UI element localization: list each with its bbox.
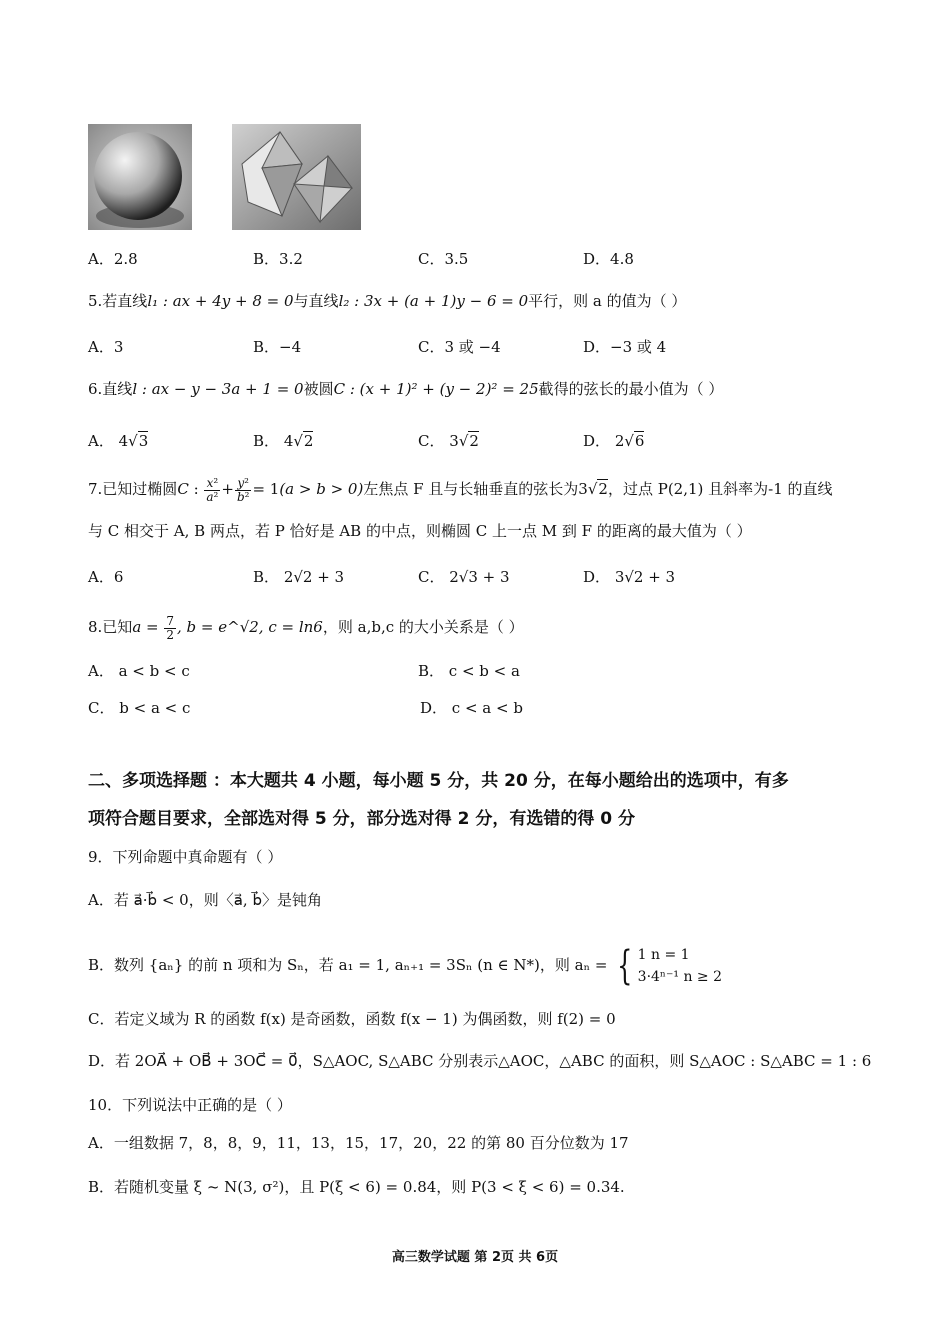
q5-line-l2: l₂ : 3x + (a + 1)y − 6 = 0: [338, 292, 529, 310]
q6-option-c-radicand: 2: [469, 432, 479, 450]
q8-option-d[interactable]: D． c < a < b: [420, 699, 523, 717]
q6-option-a-coef: 4: [118, 432, 129, 450]
q7-text1: 左焦点 F 且与长轴垂直的弦长为: [363, 480, 579, 498]
q9-option-b-case2: 3·4ⁿ⁻¹ n ≥ 2: [637, 969, 722, 985]
q5-option-d[interactable]: D．−3 或 4: [583, 338, 667, 356]
q6-option-a-radicand: 3: [138, 432, 149, 450]
q4-option-c[interactable]: C．3.5: [418, 250, 469, 268]
q8-option-b[interactable]: B． c < b < a: [418, 662, 520, 680]
q4-option-a[interactable]: A．2.8: [88, 250, 138, 268]
q7-option-b-label: B．: [253, 568, 280, 586]
section2-heading-line1: 二、多项选择题 ：本大题共 4 小题，每小题 5 分，共 20 分，在每小题给出的选项中，有多: [88, 771, 789, 791]
q8-option-c[interactable]: C． b < a < c: [88, 699, 191, 717]
q7-option-c-label: C．: [418, 568, 445, 586]
q7-condition: (a > b > 0): [279, 480, 364, 498]
q8-stem: 8.已知a = $\frac{7}{2}$ , b = e^√2, c = ln6，则 a,b,c 的大小关系是（ ）: [88, 613, 524, 642]
q5-option-a[interactable]: A．3: [88, 338, 124, 356]
q10-stem: 10．下列说法中正确的是（ ）: [88, 1096, 292, 1114]
section2-heading-line2: 项符合题目要求，全部选对得 5 分，部分选对得 2 分，有选错的得 0 分: [88, 809, 635, 829]
q7-stem-line1: 7.已知过椭圆C : $\frac{\text{x²}}{\text{a²}}$ + $\frac{\text{y²}}{\text{b²}}$ = 1(a > b > 0)左焦点 F 且与长轴垂直的弦长为3√2，过点 P(2,1) 且斜率为-1 的直线: [88, 475, 833, 504]
q9-option-c[interactable]: C．若定义域为 R 的函数 f(x) 是奇函数，函数 f(x − 1) 为偶函数，则 f(2) = 0: [88, 1010, 616, 1028]
q6-option-d-coef: 2: [614, 432, 625, 450]
q7-frac-y: $\frac{\text{y²}}{\text{b²}}$: [236, 475, 250, 504]
q6-mid: 被圆: [303, 380, 334, 398]
q6-prefix: 6.直线: [88, 380, 133, 398]
q5-option-b[interactable]: B．−4: [253, 338, 302, 356]
q9-option-b-cases: [638, 944, 722, 988]
q6-option-a[interactable]: A． 4√3: [88, 432, 149, 450]
q6-circle-c: C : (x + 1)² + (y − 2)² = 25: [333, 380, 539, 398]
q7-chord-coef: 3: [578, 480, 588, 498]
q5-prefix: 5.若直线: [88, 292, 148, 310]
q9-option-b-brace: {: [617, 943, 633, 989]
q9-option-a[interactable]: A．若 a⃗·b⃗ < 0，则〈a⃗, b⃗〉是钝角: [88, 891, 322, 909]
q7-option-a[interactable]: A．6: [88, 568, 124, 586]
q6-option-b-label: B．: [253, 432, 280, 450]
q10-option-a[interactable]: A．一组数据 7，8，8，9，11，13，15，17，20，22 的第 80 百分位数为 17: [88, 1134, 629, 1152]
q7-option-b[interactable]: [253, 566, 344, 588]
q8-option-a[interactable]: A． a < b < c: [88, 662, 190, 680]
q7-option-d-label: D．: [583, 568, 611, 586]
q6-option-c-label: C．: [418, 432, 445, 450]
q6-option-d[interactable]: D． 2√6: [583, 432, 645, 450]
q6-suffix: 截得的弦长的最小值为（ ）: [538, 380, 724, 398]
q7-option-b-expr: 2√2 + 3: [283, 568, 345, 586]
q7-frac-x: $\frac{\text{x²}}{\text{a²}}$: [206, 475, 219, 504]
q9-stem: 9．下列命题中真命题有（ ）: [88, 848, 283, 866]
q8-prefix: 8.已知: [88, 618, 133, 636]
q9-option-b-text: B．数列 {aₙ} 的前 n 项和为 Sₙ，若 a₁ = 1, aₙ₊₁ = 3Sₙ (n ∈ N*)，则 aₙ =: [88, 956, 608, 974]
q6-line-l: l : ax − y − 3a + 1 = 0: [132, 380, 304, 398]
q6-option-c[interactable]: C． 3√2: [418, 432, 479, 450]
q5-suffix: 平行，则 a 的值为（ ）: [528, 292, 687, 310]
sphere-photo: [88, 124, 192, 230]
q5-option-c[interactable]: C．3 或 −4: [418, 338, 501, 356]
q7-chord-radicand: 2: [598, 480, 608, 498]
q4-option-b[interactable]: B．3.2: [253, 250, 303, 268]
q7-text2: ，过点 P(2,1) 且斜率为-1 的直线: [607, 480, 833, 498]
q6-option-d-label: D．: [583, 432, 611, 450]
q6-option-a-label: A．: [88, 432, 114, 450]
q10-option-b[interactable]: B．若随机变量 ξ ~ N(3, σ²)，且 P(ξ < 6) = 0.84，则 P(3 < ξ < 6) = 0.34.: [88, 1178, 625, 1196]
q9-option-b[interactable]: [88, 944, 722, 988]
page-footer: 高三数学试题 第 2页 共 6页: [391, 1250, 559, 1265]
q6-option-b-radicand: 2: [303, 432, 314, 450]
q6-option-d-radicand: 6: [634, 432, 645, 450]
q6-stem: [88, 378, 723, 400]
q8-frac-a: $\frac{7}{2}$: [166, 613, 175, 642]
crystal-photo: [232, 124, 361, 230]
q5-line-l1: l₁ : ax + 4y + 8 = 0: [147, 292, 294, 310]
q9-option-b-case1: 1 n = 1: [637, 947, 690, 963]
q8-bc-values: , b = e^√2, c = ln6: [177, 618, 323, 636]
q5-mid: 与直线: [293, 292, 339, 310]
q7-prefix: 7.已知过椭圆: [88, 480, 178, 498]
q7-option-c[interactable]: [418, 566, 510, 588]
q5-stem: [88, 290, 686, 312]
q6-option-c-coef: 3: [449, 432, 459, 450]
q7-option-c-expr: 2√3 + 3: [449, 568, 510, 586]
q8-suffix: ，则 a,b,c 的大小关系是（ ）: [322, 618, 524, 636]
q4-option-d[interactable]: D．4.8: [583, 250, 634, 268]
q6-option-b[interactable]: B． 4√2: [253, 432, 314, 450]
q7-option-d[interactable]: [583, 566, 675, 588]
q7-option-d-expr: 3√2 + 3: [614, 568, 676, 586]
q6-option-b-coef: 4: [283, 432, 294, 450]
q7-stem-line2: 与 C 相交于 A, B 两点，若 P 恰好是 AB 的中点，则椭圆 C 上一点 M 到 F 的距离的最大值为（ ）: [88, 522, 752, 540]
q9-option-d[interactable]: D．若 2OA⃗ + OB⃗ + 3OC⃗ = 0⃗，S△AOC, S△ABC 分别表示△AOC，△ABC 的面积，则 S△AOC : S△ABC = 1 : 6: [88, 1052, 872, 1070]
